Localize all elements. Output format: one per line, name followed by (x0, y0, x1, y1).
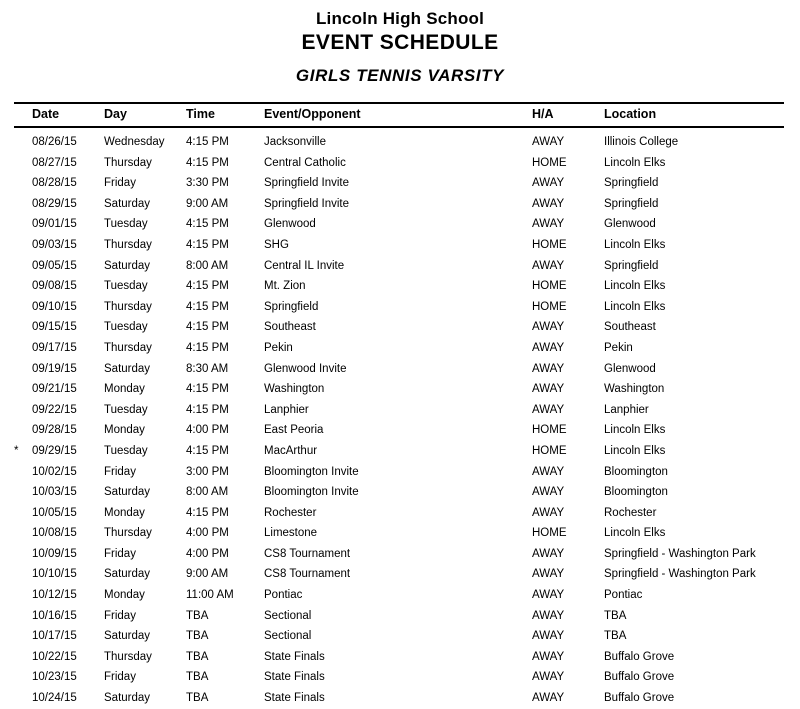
row-star-marker (14, 194, 32, 215)
row-home-away: AWAY (532, 259, 565, 272)
row-location: Buffalo Grove (604, 650, 675, 663)
table-row (14, 194, 784, 215)
table-row (14, 127, 784, 153)
row-day: Saturday (104, 486, 151, 499)
row-date: 10/03/15 (32, 486, 77, 499)
row-day: Monday (104, 383, 145, 396)
column-header-day: Day (104, 103, 186, 127)
row-event: Mt. Zion (264, 280, 306, 293)
row-event: Glenwood Invite (264, 362, 347, 375)
row-location: Lincoln Elks (604, 424, 666, 437)
row-star-marker (14, 626, 32, 647)
row-day: Saturday (104, 362, 151, 375)
row-event: Southeast (264, 321, 316, 334)
table-row (14, 564, 784, 585)
row-day: Thursday (104, 300, 152, 313)
row-day: Friday (104, 177, 136, 190)
row-day: Tuesday (104, 403, 148, 416)
row-home-away: AWAY (532, 589, 565, 602)
row-event: Sectional (264, 609, 312, 622)
row-home-away: AWAY (532, 362, 565, 375)
row-date: 09/03/15 (32, 238, 77, 251)
row-star-marker (14, 359, 32, 380)
row-event: Pontiac (264, 589, 303, 602)
row-home-away: AWAY (532, 341, 565, 354)
row-star-marker (14, 379, 32, 400)
table-row (14, 523, 784, 544)
table-row (14, 214, 784, 235)
row-star-marker (14, 317, 32, 338)
row-event: Washington (264, 383, 325, 396)
row-date: 10/24/15 (32, 692, 77, 705)
table-row (14, 420, 784, 441)
row-day: Friday (104, 671, 136, 684)
table-header (14, 103, 784, 127)
row-home-away: AWAY (532, 630, 565, 643)
row-day: Tuesday (104, 444, 148, 457)
row-day: Thursday (104, 650, 152, 663)
row-location: Glenwood (604, 362, 656, 375)
row-home-away: AWAY (532, 383, 565, 396)
row-date: 08/29/15 (32, 197, 77, 210)
row-event: Central IL Invite (264, 259, 345, 272)
table-row (14, 379, 784, 400)
row-date: 10/05/15 (32, 506, 77, 519)
column-header-time: Time (186, 103, 264, 127)
row-time: 4:15 PM (186, 341, 229, 354)
row-star-marker (14, 153, 32, 174)
row-home-away: HOME (532, 300, 567, 313)
row-location: Lincoln Elks (604, 300, 666, 313)
row-location: Southeast (604, 321, 656, 334)
column-header-ha: H/A (532, 103, 604, 127)
table-row (14, 482, 784, 503)
table-row (14, 647, 784, 668)
row-home-away: AWAY (532, 609, 565, 622)
row-home-away: AWAY (532, 218, 565, 231)
table-row (14, 400, 784, 421)
row-location: Glenwood (604, 218, 656, 231)
table-row (14, 544, 784, 565)
row-event: Lanphier (264, 403, 309, 416)
row-event: Rochester (264, 506, 317, 519)
row-home-away: AWAY (532, 177, 565, 190)
row-home-away: AWAY (532, 486, 565, 499)
table-row (14, 606, 784, 627)
row-time: 4:15 PM (186, 238, 229, 251)
row-location: Pontiac (604, 589, 643, 602)
row-date: 09/19/15 (32, 362, 77, 375)
row-event: Springfield (264, 300, 319, 313)
row-star-marker (14, 297, 32, 318)
row-time: 4:15 PM (186, 280, 229, 293)
row-day: Saturday (104, 568, 151, 581)
row-day: Saturday (104, 630, 151, 643)
row-location: Springfield (604, 177, 659, 190)
row-date: 09/21/15 (32, 383, 77, 396)
row-day: Monday (104, 589, 145, 602)
document-header (0, 0, 800, 88)
row-time: 8:00 AM (186, 259, 229, 272)
row-star-marker (14, 214, 32, 235)
row-date: 10/09/15 (32, 547, 77, 560)
column-header-star (14, 103, 32, 127)
row-home-away: HOME (532, 527, 567, 540)
school-name: Lincoln High School (315, 9, 485, 28)
row-event: State Finals (264, 650, 325, 663)
row-home-away: AWAY (532, 321, 565, 334)
row-event: SHG (264, 238, 289, 251)
row-location: Bloomington (604, 465, 668, 478)
row-day: Friday (104, 547, 136, 560)
row-location: Lincoln Elks (604, 238, 666, 251)
row-home-away: AWAY (532, 547, 565, 560)
row-star-marker (14, 400, 32, 421)
row-event: CS8 Tournament (264, 547, 351, 560)
table-row (14, 235, 784, 256)
row-date: 08/27/15 (32, 156, 77, 169)
row-time: 4:15 PM (186, 156, 229, 169)
row-home-away: AWAY (532, 568, 565, 581)
row-event: Springfield Invite (264, 197, 350, 210)
row-date: 09/10/15 (32, 300, 77, 313)
row-home-away: HOME (532, 238, 567, 251)
row-location: Buffalo Grove (604, 671, 675, 684)
row-home-away: AWAY (532, 403, 565, 416)
row-home-away: HOME (532, 156, 567, 169)
row-date: 09/22/15 (32, 403, 77, 416)
row-location: Springfield (604, 259, 659, 272)
page-title: EVENT SCHEDULE (301, 31, 499, 54)
row-day: Friday (104, 609, 136, 622)
row-home-away: HOME (532, 444, 567, 457)
row-event: Bloomington Invite (264, 465, 359, 478)
row-location: Lanphier (604, 403, 649, 416)
row-date: 09/15/15 (32, 321, 77, 334)
row-star-marker (14, 256, 32, 277)
row-star-marker (14, 647, 32, 668)
row-day: Thursday (104, 527, 152, 540)
row-time: 4:15 PM (186, 321, 229, 334)
row-star-marker (14, 564, 32, 585)
column-header-location: Location (604, 103, 784, 127)
row-location: Lincoln Elks (604, 527, 666, 540)
row-day: Tuesday (104, 280, 148, 293)
row-time: 8:00 AM (186, 486, 229, 499)
table-row (14, 688, 784, 709)
row-date: 10/12/15 (32, 589, 77, 602)
row-day: Wednesday (104, 136, 165, 148)
row-location: TBA (604, 630, 627, 643)
table-body (14, 127, 784, 709)
row-location: Bloomington (604, 486, 668, 499)
table-row (14, 626, 784, 647)
row-date: 09/17/15 (32, 341, 77, 354)
row-time: 9:00 AM (186, 568, 229, 581)
table-row (14, 441, 784, 462)
row-location: Springfield - Washington Park (604, 547, 756, 560)
row-star-marker (14, 173, 32, 194)
row-day: Thursday (104, 341, 152, 354)
row-home-away: AWAY (532, 671, 565, 684)
row-star-marker (14, 503, 32, 524)
table-row (14, 317, 784, 338)
table-row (14, 276, 784, 297)
row-event: Jacksonville (264, 136, 326, 148)
table-row (14, 585, 784, 606)
row-time: 4:00 PM (186, 527, 229, 540)
row-time: 3:00 PM (186, 465, 229, 478)
row-time: 4:15 PM (186, 136, 229, 148)
row-event: CS8 Tournament (264, 568, 351, 581)
row-date: 09/08/15 (32, 280, 77, 293)
row-location: Lincoln Elks (604, 156, 666, 169)
row-time: 9:00 AM (186, 197, 229, 210)
row-event: State Finals (264, 692, 325, 705)
row-home-away: AWAY (532, 465, 565, 478)
row-day: Tuesday (104, 321, 148, 334)
table-row (14, 503, 784, 524)
row-time: 4:15 PM (186, 444, 229, 457)
row-home-away: HOME (532, 424, 567, 437)
row-star-marker: * (14, 444, 19, 457)
table-row (14, 359, 784, 380)
row-time: 11:00 AM (186, 589, 234, 602)
row-star-marker (14, 585, 32, 606)
row-star-marker (14, 606, 32, 627)
row-home-away: AWAY (532, 650, 565, 663)
row-day: Friday (104, 465, 136, 478)
column-header-event: Event/Opponent (264, 103, 532, 127)
row-time: 4:15 PM (186, 383, 229, 396)
row-time: 3:30 PM (186, 177, 229, 190)
row-time: TBA (186, 650, 209, 663)
row-day: Monday (104, 424, 145, 437)
row-day: Saturday (104, 197, 151, 210)
row-time: 4:00 PM (186, 547, 229, 560)
row-event: MacArthur (264, 444, 318, 457)
row-location: Springfield - Washington Park (604, 568, 756, 581)
row-time: 4:15 PM (186, 218, 229, 231)
row-location: Buffalo Grove (604, 692, 675, 705)
row-location: Lincoln Elks (604, 280, 666, 293)
table-row (14, 153, 784, 174)
row-day: Monday (104, 506, 145, 519)
row-date: 09/05/15 (32, 259, 77, 272)
table-row (14, 256, 784, 277)
row-time: 4:15 PM (186, 506, 229, 519)
row-home-away: AWAY (532, 692, 565, 705)
row-time: TBA (186, 609, 209, 622)
row-star-marker (14, 688, 32, 709)
row-date: 08/26/15 (32, 136, 77, 148)
row-star-marker (14, 544, 32, 565)
row-date: 08/28/15 (32, 177, 77, 190)
row-day: Saturday (104, 259, 151, 272)
row-date: 10/17/15 (32, 630, 77, 643)
row-time: 8:30 AM (186, 362, 229, 375)
row-event: Central Catholic (264, 156, 346, 169)
table-row (14, 338, 784, 359)
row-date: 09/29/15 (32, 444, 77, 457)
row-home-away: AWAY (532, 506, 565, 519)
row-star-marker (14, 338, 32, 359)
row-date: 10/10/15 (32, 568, 77, 581)
row-event: Bloomington Invite (264, 486, 359, 499)
row-date: 10/23/15 (32, 671, 77, 684)
row-star-marker (14, 667, 32, 688)
row-time: 4:15 PM (186, 403, 229, 416)
row-event: Sectional (264, 630, 312, 643)
row-star-marker (14, 482, 32, 503)
row-home-away: AWAY (532, 197, 565, 210)
row-day: Thursday (104, 156, 152, 169)
row-home-away: AWAY (532, 136, 565, 148)
row-day: Tuesday (104, 218, 148, 231)
row-date: 10/16/15 (32, 609, 77, 622)
row-location: Washington (604, 383, 665, 396)
row-location: Pekin (604, 341, 633, 354)
row-star-marker (14, 420, 32, 441)
row-time: TBA (186, 630, 209, 643)
column-header-date: Date (32, 103, 104, 127)
row-event: East Peoria (264, 424, 324, 437)
row-location: TBA (604, 609, 627, 622)
table-row (14, 462, 784, 483)
table-row (14, 297, 784, 318)
row-location: Springfield (604, 197, 659, 210)
row-date: 10/08/15 (32, 527, 77, 540)
row-date: 10/22/15 (32, 650, 77, 663)
row-home-away: HOME (532, 280, 567, 293)
row-time: TBA (186, 671, 209, 684)
row-event: Pekin (264, 341, 293, 354)
row-star-marker (14, 462, 32, 483)
row-star-marker (14, 523, 32, 544)
schedule-table (14, 102, 784, 709)
row-location: Rochester (604, 506, 657, 519)
row-date: 09/01/15 (32, 218, 77, 231)
row-time: 4:15 PM (186, 300, 229, 313)
table-row (14, 173, 784, 194)
row-location: Illinois College (604, 136, 679, 148)
row-star-marker (14, 127, 32, 153)
schedule-table-wrapper (0, 102, 800, 709)
row-time: TBA (186, 692, 209, 705)
row-event: Springfield Invite (264, 177, 350, 190)
table-header-row (14, 103, 784, 127)
row-location: Lincoln Elks (604, 444, 666, 457)
row-star-marker (14, 276, 32, 297)
row-day: Thursday (104, 238, 152, 251)
schedule-subtitle: GIRLS TENNIS VARSITY (295, 66, 505, 85)
row-event: State Finals (264, 671, 325, 684)
row-time: 4:00 PM (186, 424, 229, 437)
row-date: 10/02/15 (32, 465, 77, 478)
row-date: 09/28/15 (32, 424, 77, 437)
table-row (14, 667, 784, 688)
row-event: Glenwood (264, 218, 316, 231)
row-day: Saturday (104, 692, 151, 705)
row-event: Limestone (264, 527, 318, 540)
row-star-marker (14, 235, 32, 256)
